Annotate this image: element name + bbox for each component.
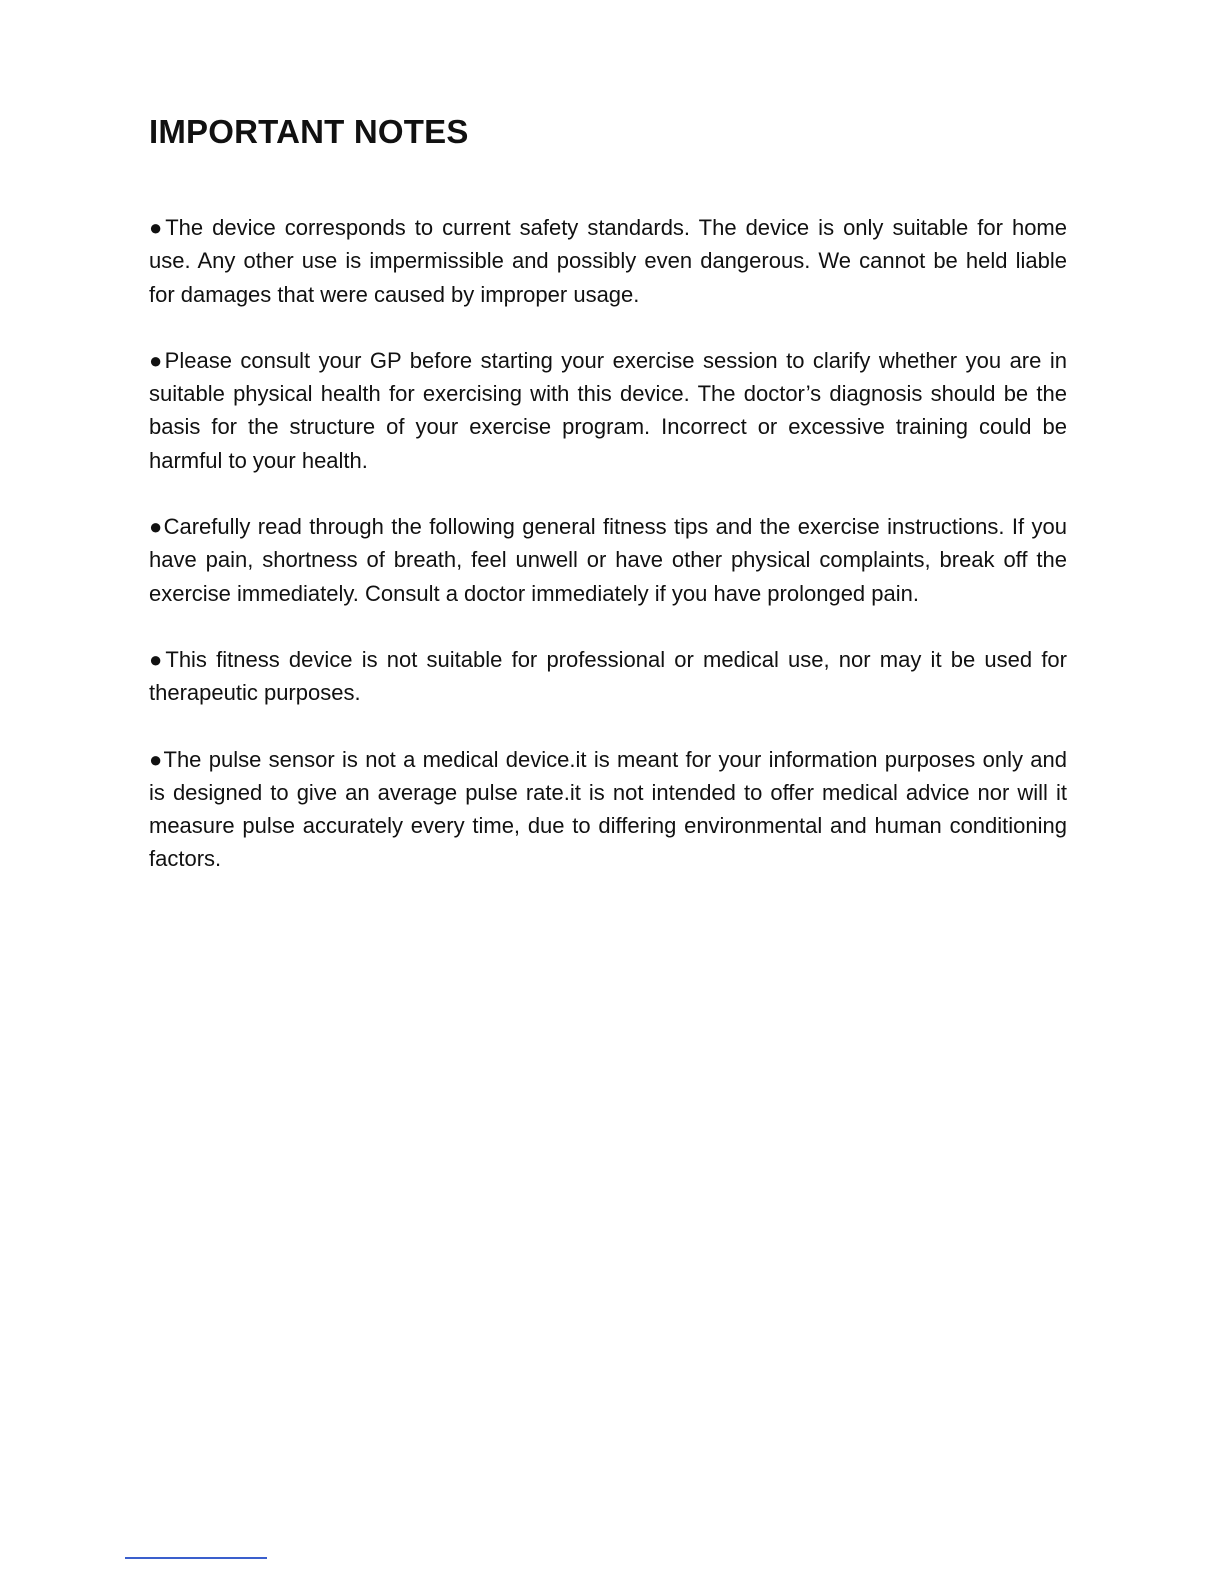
bullet-icon: ● [149, 646, 166, 672]
footnote-divider [125, 1557, 267, 1559]
bullet-icon: ● [149, 514, 164, 540]
document-page [149, 108, 1067, 909]
notes-list [149, 211, 1067, 876]
note-item [149, 510, 1067, 610]
bullet-icon: ● [149, 347, 165, 373]
note-text: The pulse sensor is not a medical device.it is meant for your information purposes only and is designed to give an average pulse rate.it is not intended to offer medical advice nor will it measure pulse accurately every time, due to differing environmental and human conditioning factors. [149, 746, 1067, 872]
note-text: This fitness device is not suitable for professional or medical use, nor may it be used for therapeutic purposes. [149, 646, 1067, 706]
note-text: The device corresponds to current safety standards. The device is only suitable for home use. Any other use is impermissible and possibly even dangerous. We cannot be held liable for damages that were caused by improper usage. [149, 215, 1067, 307]
bullet-icon: ● [149, 746, 164, 772]
page-title: IMPORTANT NOTES [149, 113, 469, 150]
note-item [149, 743, 1067, 876]
note-item [149, 344, 1067, 477]
note-item [149, 643, 1067, 710]
bullet-icon: ● [149, 215, 166, 240]
note-text: Carefully read through the following general fitness tips and the exercise instructions. If you have pain, shortness of breath, feel unwell or have other physical complaints, break off the exercise immediately. Consult a doctor immediately if you have prolonged pain. [149, 514, 1067, 606]
note-text: Please consult your GP before starting your exercise session to clarify whether you are in suitable physical health for exercising with this device. The doctor’s diagnosis should be the basis for the structure of your exercise program. Incorrect or excessive training could be harmful to your health. [149, 347, 1067, 473]
note-item [149, 211, 1067, 311]
